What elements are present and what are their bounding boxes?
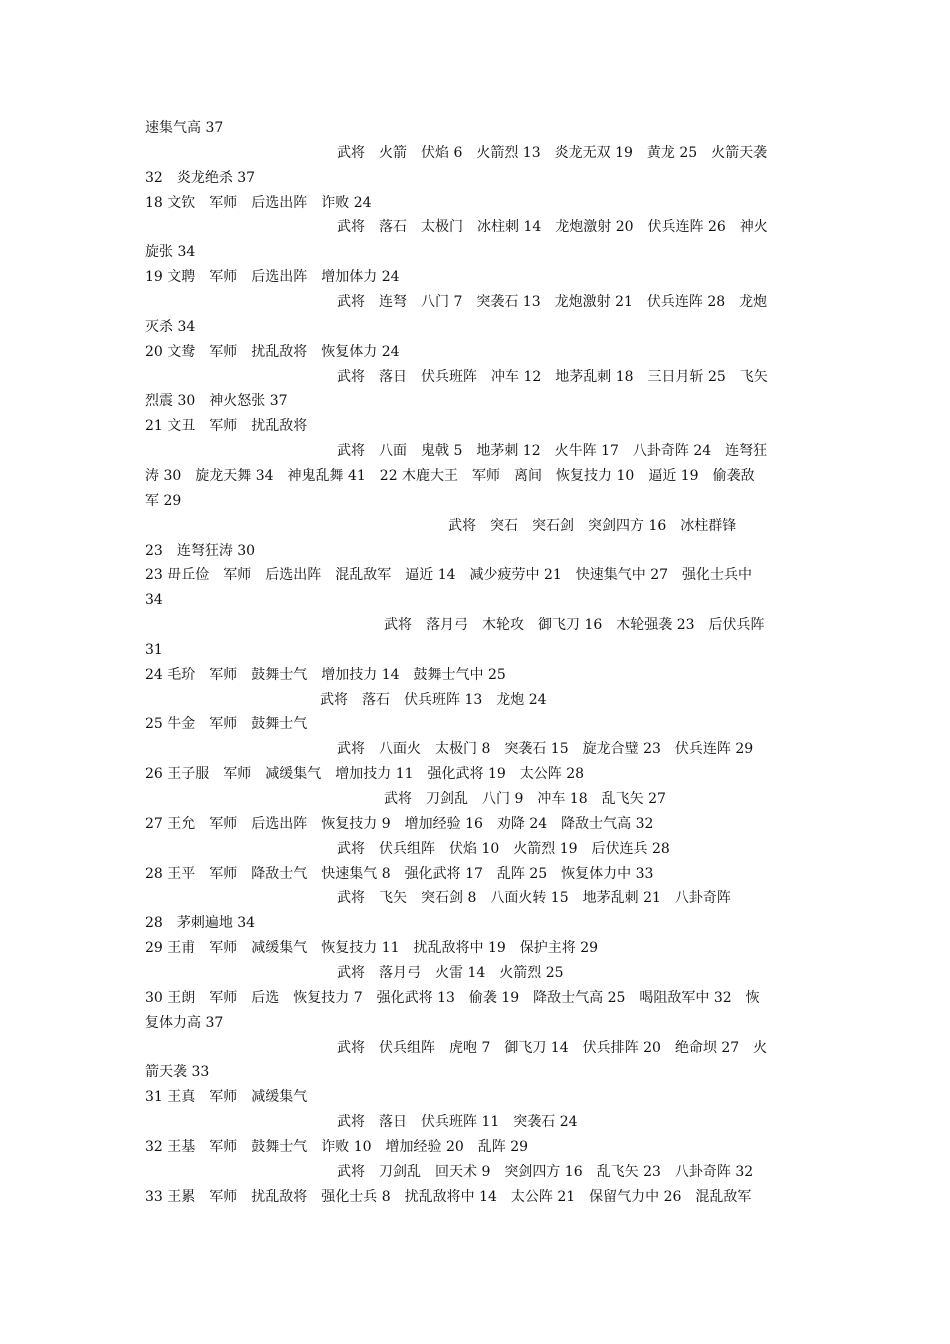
- text-line: 32 王基 军师 鼓舞士气 诈败 10 增加经验 20 乱阵 29: [145, 1138, 529, 1155]
- text-line: 24 毛玠 军师 鼓舞士气 增加技力 14 鼓舞士气中 25: [145, 666, 506, 683]
- text-line: 武将 落日 伏兵班阵 11 突袭石 24: [337, 1114, 578, 1130]
- text-line: 武将 刀剑乱 八门 9 冲车 18 乱飞矢 27: [384, 791, 666, 807]
- text-line: 23 连弩狂涛 30: [145, 542, 256, 559]
- text-line: 旋张 34: [145, 244, 196, 261]
- text-line: 30 王朗 军师 后选 恢复技力 7 强化武将 13 偷袭 19 降敌士气高 25 喝阻敌军中 32 恢: [145, 989, 760, 1006]
- text-line: 武将 飞矢 突石剑 8 八面火转 15 地茅乱刺 21 八卦奇阵: [337, 890, 731, 907]
- text-line: 武将 伏兵组阵 虎咆 7 御飞刀 14 伏兵排阵 20 绝命坝 27 火: [337, 1039, 768, 1056]
- text-line: 31 王真 军师 减缓集气: [145, 1089, 308, 1106]
- text-line: 27 王允 军师 后选出阵 恢复技力 9 增加经验 16 劝降 24 降敌士气高 32: [145, 815, 654, 832]
- text-line: 速集气高 37: [145, 120, 224, 136]
- text-line: 涛 30 旋龙天舞 34 神鬼乱舞 41 22 木鹿大王 军师 离间 恢复技力 10 逼近 19 偷袭敌: [145, 467, 755, 484]
- text-line: 19 文聘 军师 后选出阵 增加体力 24: [145, 269, 400, 286]
- text-line: 武将 落日 伏兵班阵 冲车 12 地茅乱刺 18 三日月斩 25 飞矢: [337, 368, 768, 385]
- text-line: 28 王平 军师 降敌士气 快速集气 8 强化武将 17 乱阵 25 恢复体力中 33: [145, 865, 654, 882]
- text-line: 灭杀 34: [145, 318, 196, 335]
- text-line: 20 文鸯 军师 扰乱敌将 恢复体力 24: [145, 343, 400, 360]
- text-line: 33 王累 军师 扰乱敌将 强化士兵 8 扰乱敌将中 14 太公阵 21 保留气力中 26 混乱敌军: [145, 1188, 752, 1205]
- text-line: 武将 落月弓 木轮攻 御飞刀 16 木轮强袭 23 后伏兵阵: [384, 617, 765, 633]
- text-line: 18 文钦 军师 后选出阵 诈败 24: [145, 194, 372, 211]
- text-line: 武将 突石 突石剑 突剑四方 16 冰柱群锋: [448, 517, 737, 534]
- text-line: 军 29: [145, 492, 182, 509]
- text-line: 25 牛金 军师 鼓舞士气: [145, 716, 308, 733]
- text-line: 34: [145, 592, 163, 609]
- text-line: 武将 刀剑乱 回天术 9 突剑四方 16 乱飞矢 23 八卦奇阵 32: [337, 1163, 754, 1180]
- text-line: 烈震 30 神火怒张 37: [145, 393, 288, 410]
- text-line: 武将 八面火 太极门 8 突袭石 15 旋龙合璧 23 伏兵连阵 29: [337, 741, 754, 758]
- text-line: 武将 八面 鬼戟 5 地茅刺 12 火牛阵 17 八卦奇阵 24 连弩狂: [337, 443, 768, 460]
- text-line: 26 王子服 军师 减缓集气 增加技力 11 强化武将 19 太公阵 28: [145, 766, 585, 783]
- text-line: 武将 落石 太极门 冰柱刺 14 龙炮激射 20 伏兵连阵 26 神火: [337, 219, 768, 236]
- text-line: 武将 火箭 伏焰 6 火箭烈 13 炎龙无双 19 黄龙 25 火箭天袭: [337, 144, 768, 161]
- text-line: 箭天袭 33: [145, 1064, 210, 1081]
- text-line: 武将 落石 伏兵班阵 13 龙炮 24: [320, 691, 547, 708]
- text-line: 32 炎龙绝杀 37: [145, 169, 256, 186]
- text-line: 复体力高 37: [145, 1014, 224, 1031]
- text-line: 武将 连弩 八门 7 突袭石 13 龙炮激射 21 伏兵连阵 28 龙炮: [337, 294, 768, 310]
- text-line: 29 王甫 军师 减缓集气 恢复技力 11 扰乱敌将中 19 保护主将 29: [145, 940, 599, 957]
- text-line: 28 茅刺遍地 34: [145, 915, 256, 932]
- text-line: 武将 伏兵组阵 伏焰 10 火箭烈 19 后伏连兵 28: [337, 840, 670, 857]
- text-line: 武将 落月弓 火雷 14 火箭烈 25: [337, 964, 564, 981]
- text-line: 23 毌丘俭 军师 后选出阵 混乱敌军 逼近 14 减少疲劳中 21 快速集气中 27 强化士兵中: [145, 567, 753, 584]
- text-line: 21 文丑 军师 扰乱敌将: [145, 418, 308, 435]
- text-line: 31: [145, 641, 163, 658]
